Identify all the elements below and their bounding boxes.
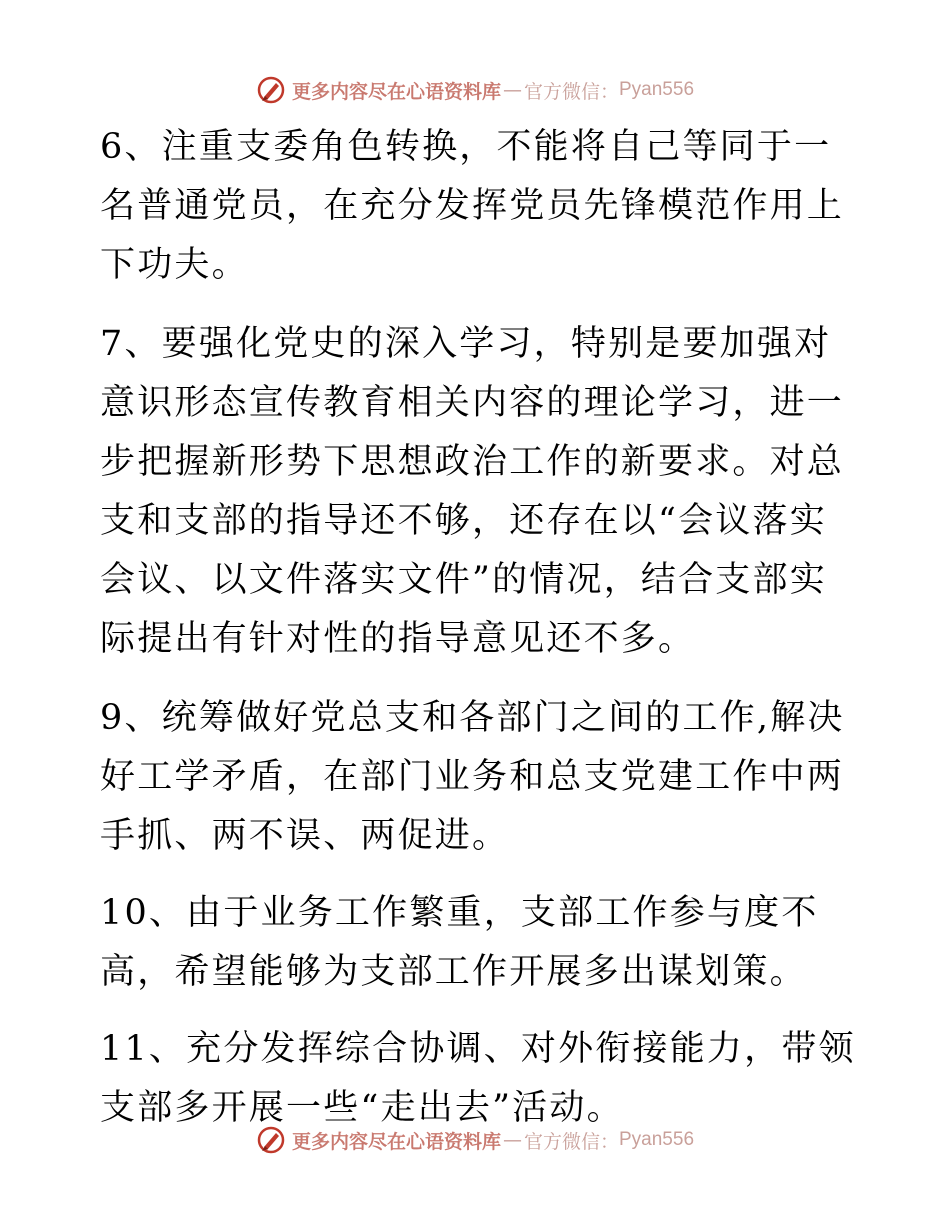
header-watermark xyxy=(0,70,950,110)
paragraph-item-7: 7、要强化党史的深入学习，特别是要加强对意识形态宣传教育相关内容的理论学习，进一步把握新形势下思想政治工作的新要求。对总支和支部的指导还不够，还存在以“会议落实会议、以文件落实文件”的情况，结合支部实际提出有针对性的指导意见还不多。 xyxy=(100,324,845,659)
watermark-dash: — xyxy=(502,79,522,101)
watermark-wechat-id: Pyan556 xyxy=(619,79,695,100)
pen-logo-icon xyxy=(256,75,286,105)
paragraph-item-9: 9、统筹做好党总支和各部门之间的工作,解决好工学矛盾，在部门业务和总支党建工作中两手抓、两不误、两促进。 xyxy=(100,698,845,856)
watermark-dash: — xyxy=(502,1129,522,1151)
paragraph-item-11: 11、充分发挥综合协调、对外衔接能力，带领支部多开展一些“走出去”活动。 xyxy=(100,1029,856,1128)
paragraph-item-6: 6、注重支委角色转换，不能将自己等同于一名普通党员，在充分发挥党员先锋模范作用上下功夫。 xyxy=(100,127,845,285)
watermark-label: 官方微信： xyxy=(523,80,619,103)
paragraph-item-10: 10、由于业务工作繁重，支部工作参与度不高，希望能够为支部工作开展多出谋划策。 xyxy=(100,893,819,992)
document-body xyxy=(100,118,860,1154)
watermark-main-text: 更多内容尽在心语资料库 xyxy=(291,80,501,103)
pen-logo-icon xyxy=(256,1125,286,1155)
footer-watermark xyxy=(0,1120,950,1160)
watermark-main-text: 更多内容尽在心语资料库 xyxy=(291,1130,501,1153)
watermark-label: 官方微信： xyxy=(523,1130,619,1153)
watermark-wechat-id: Pyan556 xyxy=(619,1129,695,1150)
